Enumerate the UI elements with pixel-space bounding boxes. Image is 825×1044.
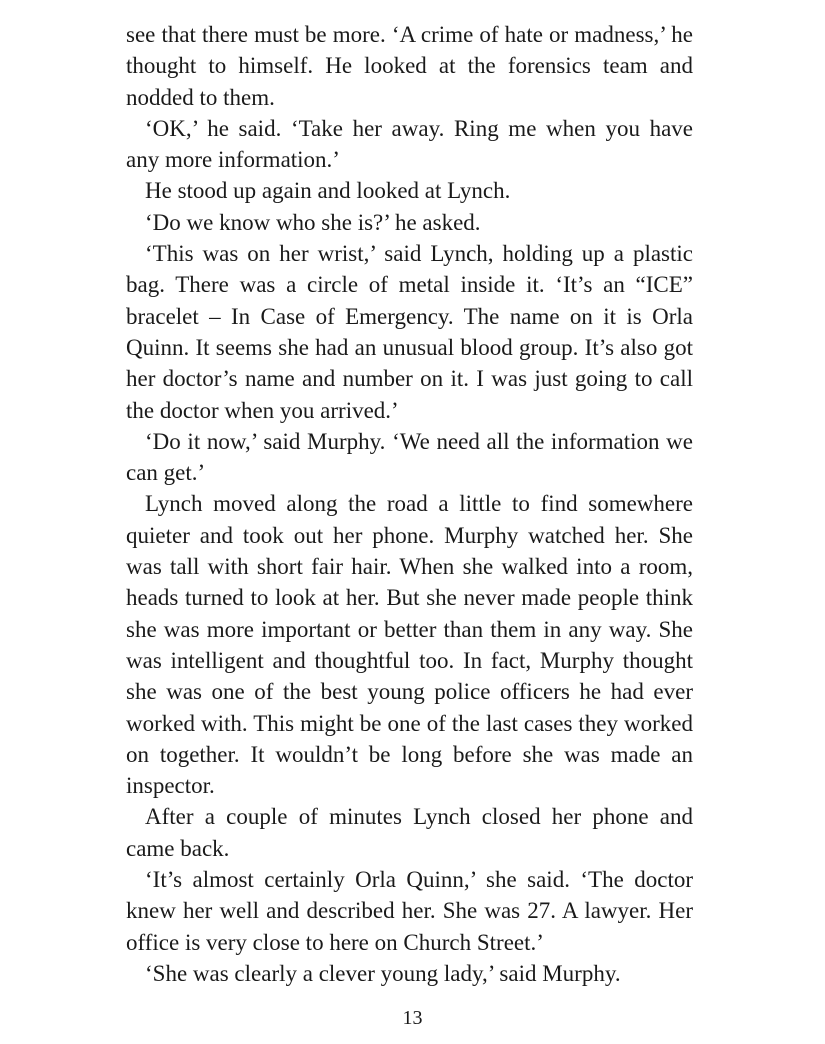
- body-text: [126, 19, 693, 989]
- paragraph: ‘Do it now,’ said Murphy. ‘We need all the information we can get.’: [126, 428, 693, 486]
- paragraph: ‘She was clearly a clever young lady,’ said Murphy.: [145, 960, 621, 986]
- paragraph: see that there must be more. ‘A crime of hate or madness,’ he thought to himself. He looked at the forensics team and nodded to them.: [126, 22, 693, 110]
- page-number: 13: [402, 1007, 423, 1029]
- paragraph: ‘OK,’ he said. ‘Take her away. Ring me when you have any more information.’: [126, 115, 693, 173]
- paragraph: ‘It’s almost certainly Orla Quinn,’ she said. ‘The doctor knew her well and described her. She was 27. A lawyer. Her office is very close to here on Church Street.’: [126, 867, 693, 955]
- paragraph: Lynch moved along the road a little to find somewhere quieter and took out her phone. Murphy watched her. She was tall with short fair hair. When she walked into a room, heads turned to look at her. But she never made people think she was more important or better than them in any way. She was intelligent and thoughtful too. In fact, Murphy thought she was one of the best young police officers he had ever worked with. This might be one of the last cases they worked on together. It wouldn’t be long before she was made an inspector.: [126, 491, 693, 799]
- paragraph: He stood up again and looked at Lynch.: [145, 178, 511, 204]
- paragraph: After a couple of minutes Lynch closed her phone and came back.: [126, 804, 693, 861]
- paragraph: ‘This was on her wrist,’ said Lynch, holding up a plastic bag. There was a circle of metal inside it. ‘It’s an “ICE” bracelet – In Case of Emergency. The name on it is Orla Quinn. It seems she had an unusual blood group. It’s also got her doctor’s name and number on it. I was just going to call the doctor when you arrived.’: [126, 241, 693, 423]
- paragraph: ‘Do we know who she is?’ he asked.: [145, 209, 481, 235]
